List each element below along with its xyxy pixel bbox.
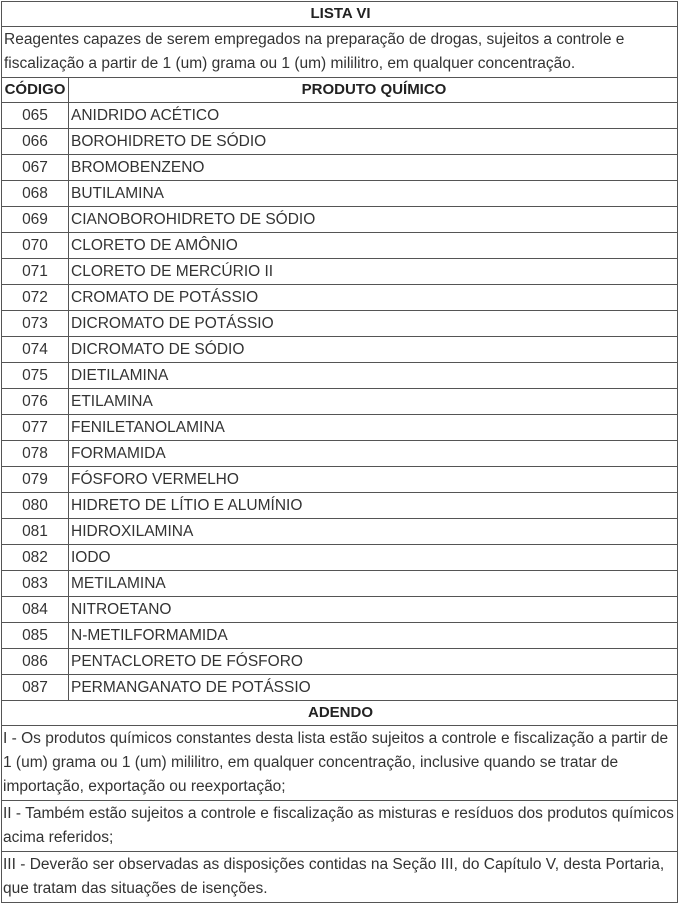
row-code: 083 — [2, 571, 69, 597]
table-row — [2, 103, 678, 129]
row-code: 079 — [2, 467, 69, 493]
row-code: 066 — [2, 129, 69, 155]
table-row — [2, 155, 678, 181]
row-product: DICROMATO DE SÓDIO — [69, 337, 678, 363]
table-row — [2, 285, 678, 311]
row-product: BROMOBENZENO — [69, 155, 678, 181]
table-row — [2, 441, 678, 467]
addendum-title-row — [2, 701, 678, 726]
row-product: HIDROXILAMINA — [69, 519, 678, 545]
table-row — [2, 233, 678, 259]
table-row — [2, 259, 678, 285]
row-code: 068 — [2, 181, 69, 207]
row-product: CROMATO DE POTÁSSIO — [69, 285, 678, 311]
row-product: DIETILAMINA — [69, 363, 678, 389]
lista-vi-table — [1, 1, 678, 903]
table-row — [2, 311, 678, 337]
addendum-note-row — [2, 726, 678, 801]
row-product: DICROMATO DE POTÁSSIO — [69, 311, 678, 337]
table-row — [2, 545, 678, 571]
column-header-product: PRODUTO QUÍMICO — [69, 78, 678, 103]
column-header-row — [2, 78, 678, 103]
row-product: BUTILAMINA — [69, 181, 678, 207]
addendum-note: I - Os produtos químicos constantes desta lista estão sujeitos a controle e fiscalização a partir de 1 (um) grama ou 1 (um) mililitro, em qualquer concentração, inclusive quando se tratar de importação, exportação ou reexportação; — [2, 726, 678, 801]
row-product: FENILETANOLAMINA — [69, 415, 678, 441]
row-code: 086 — [2, 649, 69, 675]
row-product: IODO — [69, 545, 678, 571]
row-code: 075 — [2, 363, 69, 389]
table-row — [2, 675, 678, 701]
row-product: CIANOBOROHIDRETO DE SÓDIO — [69, 207, 678, 233]
row-code: 087 — [2, 675, 69, 701]
row-code: 078 — [2, 441, 69, 467]
row-product: METILAMINA — [69, 571, 678, 597]
row-product: ETILAMINA — [69, 389, 678, 415]
row-product: FÓSFORO VERMELHO — [69, 467, 678, 493]
row-code: 085 — [2, 623, 69, 649]
addendum-title: ADENDO — [2, 701, 678, 726]
row-code: 072 — [2, 285, 69, 311]
row-code: 073 — [2, 311, 69, 337]
row-code: 069 — [2, 207, 69, 233]
addendum-note-row — [2, 801, 678, 852]
table-row — [2, 623, 678, 649]
row-product: NITROETANO — [69, 597, 678, 623]
table-row — [2, 207, 678, 233]
row-product: PENTACLORETO DE FÓSFORO — [69, 649, 678, 675]
table-row — [2, 571, 678, 597]
row-code: 071 — [2, 259, 69, 285]
row-product: FORMAMIDA — [69, 441, 678, 467]
addendum-note: III - Deverão ser observadas as disposições contidas na Seção III, do Capítulo V, desta Portaria, que tratam das situações de isenções. — [2, 852, 678, 903]
addendum-note-row — [2, 852, 678, 903]
column-header-code: CÓDIGO — [2, 78, 69, 103]
row-code: 067 — [2, 155, 69, 181]
row-product: CLORETO DE AMÔNIO — [69, 233, 678, 259]
table-row — [2, 181, 678, 207]
row-product: ANIDRIDO ACÉTICO — [69, 103, 678, 129]
table-row — [2, 363, 678, 389]
row-code: 070 — [2, 233, 69, 259]
title-row — [2, 2, 678, 27]
row-product: HIDRETO DE LÍTIO E ALUMÍNIO — [69, 493, 678, 519]
row-code: 076 — [2, 389, 69, 415]
row-product: PERMANGANATO DE POTÁSSIO — [69, 675, 678, 701]
table-row — [2, 389, 678, 415]
row-code: 065 — [2, 103, 69, 129]
table-row — [2, 337, 678, 363]
table-row — [2, 493, 678, 519]
table-row — [2, 129, 678, 155]
row-product: CLORETO DE MERCÚRIO II — [69, 259, 678, 285]
row-product: N-METILFORMAMIDA — [69, 623, 678, 649]
row-code: 077 — [2, 415, 69, 441]
table-row — [2, 649, 678, 675]
table-title: LISTA VI — [2, 2, 678, 27]
description-row — [2, 27, 678, 78]
row-product: BOROHIDRETO DE SÓDIO — [69, 129, 678, 155]
table-row — [2, 597, 678, 623]
table-description: Reagentes capazes de serem empregados na preparação de drogas, sujeitos a controle e fiscalização a partir de 1 (um) grama ou 1 (um) mililitro, em qualquer concentração. — [2, 27, 678, 78]
row-code: 084 — [2, 597, 69, 623]
row-code: 080 — [2, 493, 69, 519]
row-code: 074 — [2, 337, 69, 363]
table-row — [2, 467, 678, 493]
table-row — [2, 415, 678, 441]
table-row — [2, 519, 678, 545]
row-code: 081 — [2, 519, 69, 545]
addendum-note: II - Também estão sujeitos a controle e fiscalização as misturas e resíduos dos produtos químicos acima referidos; — [2, 801, 678, 852]
row-code: 082 — [2, 545, 69, 571]
